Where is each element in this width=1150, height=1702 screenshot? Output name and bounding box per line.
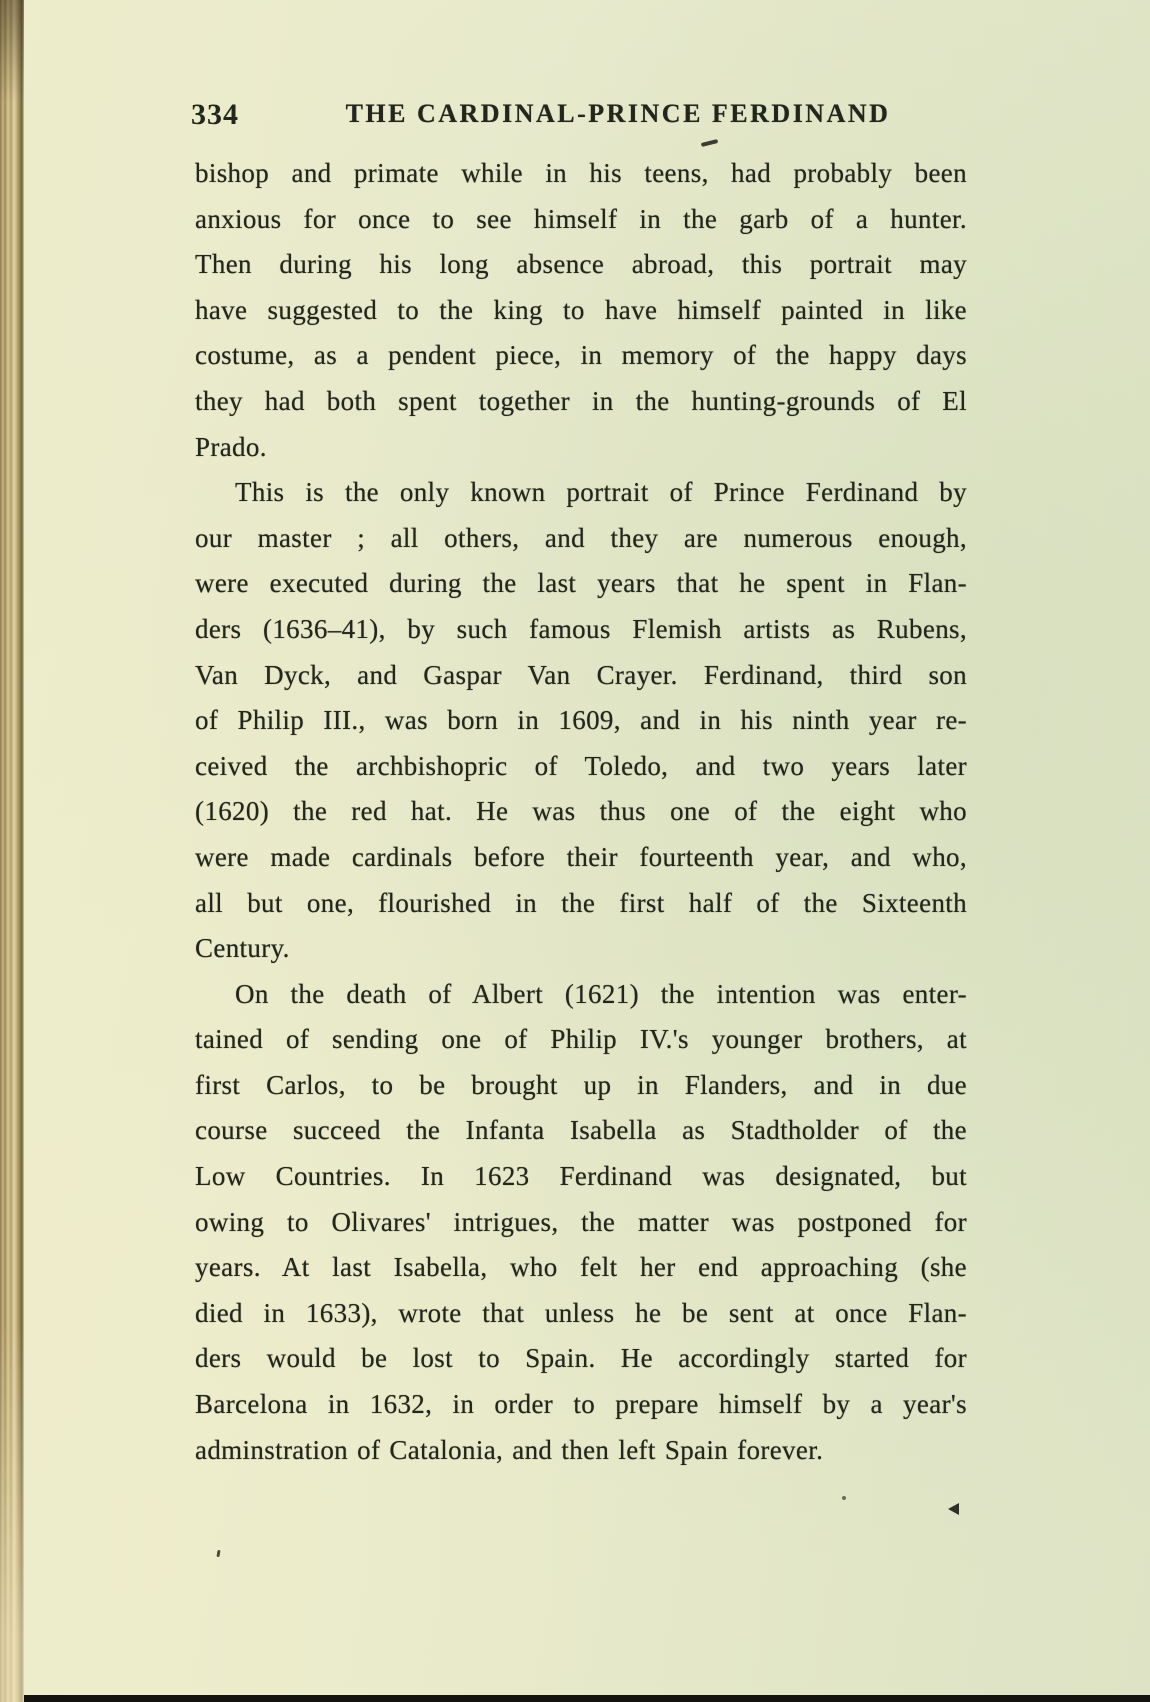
scan-artifact-speck <box>216 1550 220 1557</box>
text-line: Low Countries. In 1623 Ferdinand was designated, but <box>195 1161 967 1192</box>
paragraph <box>195 151 967 470</box>
text-line: Century. <box>195 933 290 964</box>
running-title: THE CARDINAL-PRINCE FERDINAND <box>345 99 891 128</box>
text-line: ders (1636–41), by such famous Flemish artists as Rubens, <box>195 613 967 644</box>
text-line: have suggested to the king to have himself painted in like <box>195 294 967 325</box>
text-line: ders would be lost to Spain. He accordingly started for <box>195 1343 967 1374</box>
scan-artifact-mark <box>701 139 718 147</box>
text-line: This is the only known portrait of Prince Ferdinand by <box>235 477 967 508</box>
text-line: course succeed the Infanta Isabella as Stadtholder of the <box>195 1115 967 1146</box>
book-page-edge-texture <box>0 0 24 1702</box>
text-line: (1620) the red hat. He was thus one of the eight who <box>195 796 967 827</box>
text-line: costume, as a pendent piece, in memory of the happy days <box>195 340 967 371</box>
scan-bottom-edge <box>0 1695 1150 1702</box>
text-line: ceived the archbishopric of Toledo, and two years later <box>195 750 967 781</box>
text-line: Barcelona in 1632, in order to prepare himself by a year's <box>195 1389 967 1420</box>
text-line: all but one, flourished in the first half of the Sixteenth <box>195 887 967 918</box>
text-line: tained of sending one of Philip IV.'s younger brothers, at <box>195 1024 967 1055</box>
text-line: Prado. <box>195 431 267 462</box>
page-header <box>191 96 967 138</box>
scan-artifact-dot <box>842 1496 846 1500</box>
text-line: of Philip III., was born in 1609, and in his ninth year re- <box>195 705 967 736</box>
text-line: first Carlos, to be brought up in Flanders, and in due <box>195 1069 967 1100</box>
text-line: years. At last Isabella, who felt her end approaching (she <box>195 1252 967 1283</box>
text-line: died in 1633), wrote that unless he be sent at once Flan- <box>195 1297 967 1328</box>
text-line: adminstration of Catalonia, and then left Spain forever. <box>195 1434 824 1465</box>
text-line: they had both spent together in the hunting-grounds of El <box>195 385 967 416</box>
text-line: were made cardinals before their fourteenth year, and who, <box>195 841 967 872</box>
page-number: 334 <box>191 98 239 131</box>
text-line: our master ; all others, and they are numerous enough, <box>195 522 967 553</box>
text-line: owing to Olivares' intrigues, the matter was postponed for <box>195 1206 967 1237</box>
page-body <box>195 151 967 1473</box>
text-line: anxious for once to see himself in the garb of a hunter. <box>195 203 967 234</box>
text-line: Van Dyck, and Gaspar Van Crayer. Ferdinand, third son <box>195 659 967 690</box>
paragraph <box>195 972 967 1474</box>
text-line: On the death of Albert (1621) the intention was enter- <box>235 978 967 1009</box>
text-line: bishop and primate while in his teens, had probably been <box>195 158 967 188</box>
text-line: Then during his long absence abroad, this portrait may <box>195 249 967 280</box>
text-line: were executed during the last years that he spent in Flan- <box>195 568 967 599</box>
scan-artifact-arrow <box>948 1503 959 1515</box>
paragraph <box>195 470 967 972</box>
